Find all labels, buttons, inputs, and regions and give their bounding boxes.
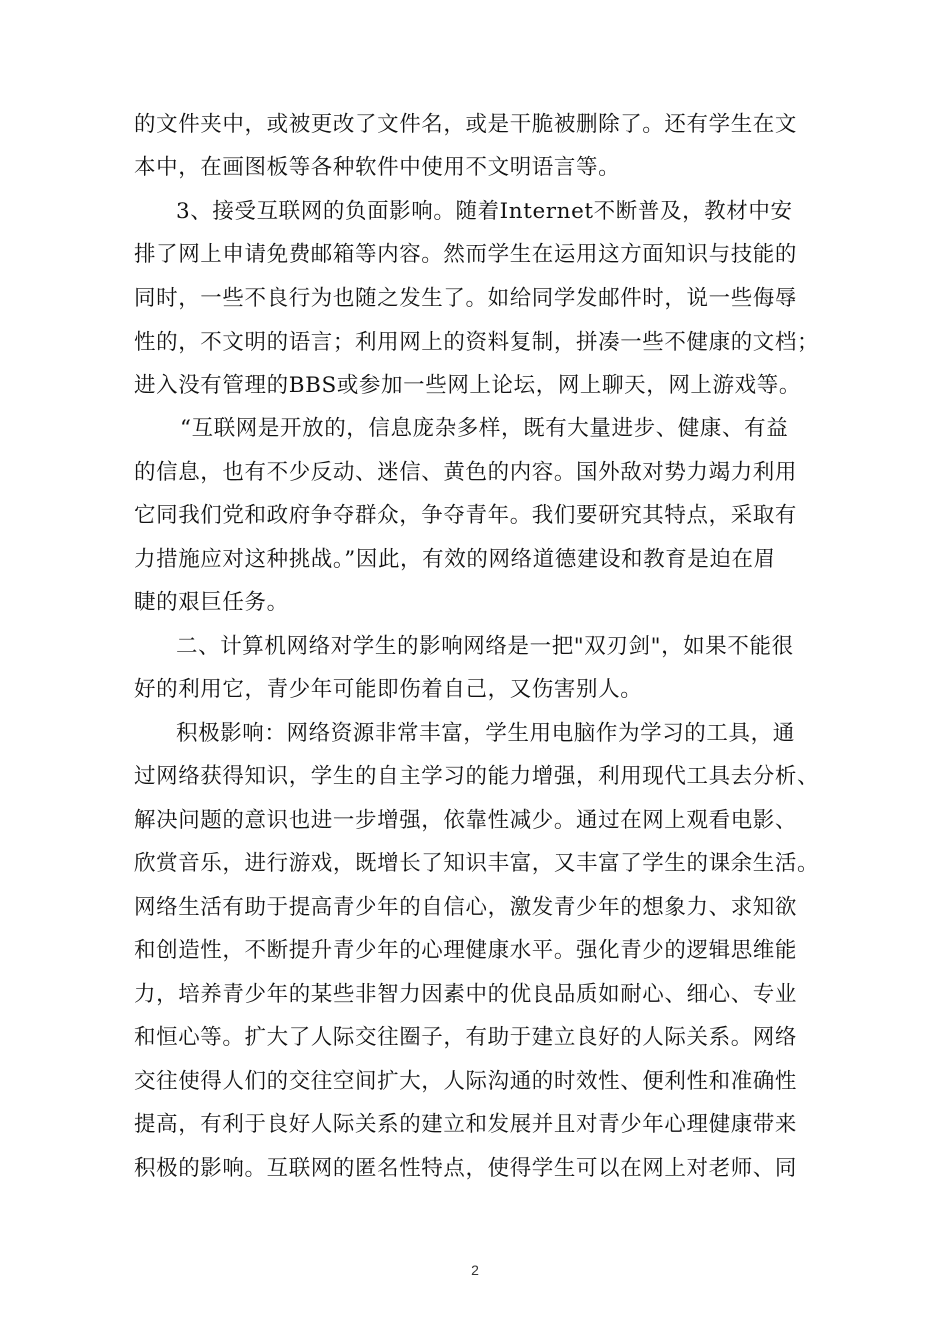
text-line: 力措施应对这种挑战。”因此，有效的网络道德建设和教育是迫在眉 bbox=[134, 547, 776, 572]
text-line: 的信息，也有不少反动、迷信、黄色的内容。国外敌对势力竭力利用 bbox=[134, 460, 798, 485]
text-line: 过网络获得知识，学生的自主学习的能力增强，利用现代工具去分析、 bbox=[134, 764, 820, 789]
text-line: 本中，在画图板等各种软件中使用不文明语言等。 bbox=[134, 155, 621, 180]
text-line: 网络生活有助于提高青少年的自信心，激发青少年的想象力、求知欲 bbox=[134, 895, 798, 920]
text-line: 好的利用它，青少年可能即伤着自己，又伤害别人。 bbox=[134, 677, 643, 702]
text-line: 交往使得人们的交往空间扩大，人际沟通的时效性、便利性和准确性 bbox=[134, 1069, 798, 1094]
text-line: 积极影响：网络资源非常丰富，学生用电脑作为学习的工具，通 bbox=[176, 721, 795, 746]
text-line: 力，培养青少年的某些非智力因素中的优良品质如耐心、细心、专业 bbox=[134, 982, 798, 1007]
text-line: “互联网是开放的，信息庞杂多样，既有大量进步、健康、有益 bbox=[180, 416, 789, 441]
text-line: 的文件夹中，或被更改了文件名，或是干脆被删除了。还有学生在文 bbox=[134, 112, 798, 137]
text-line: 睫的艰巨任务。 bbox=[134, 590, 289, 615]
text-line: 和创造性，不断提升青少年的心理健康水平。强化青少的逻辑思维能 bbox=[134, 938, 798, 963]
text-line: 它同我们党和政府争夺群众，争夺青年。我们要研究其特点，采取有 bbox=[134, 503, 798, 528]
text-line: 欣赏音乐，进行游戏，既增长了知识丰富，又丰富了学生的课余生活。 bbox=[134, 851, 820, 876]
text-line: 和恒心等。扩大了人际交往圈子，有助于建立良好的人际关系。网络 bbox=[134, 1025, 798, 1050]
text-line: 提高，有利于良好人际关系的建立和发展并且对青少年心理健康带来 bbox=[134, 1112, 798, 1137]
text-line: 性的，不文明的语言；利用网上的资料复制，拼凑一些不健康的文档； bbox=[134, 330, 820, 355]
text-line: 3、接受互联网的负面影响。随着Internet不断普及，教材中安 bbox=[176, 199, 793, 224]
text-line: 进入没有管理的BBS或参加一些网上论坛，网上聊天，网上游戏等。 bbox=[134, 373, 801, 398]
text-line: 解决问题的意识也进一步增强，依靠性减少。通过在网上观看电影、 bbox=[134, 808, 798, 833]
page-number: 2 bbox=[471, 1262, 479, 1278]
text-line: 排了网上申请免费邮箱等内容。然而学生在运用这方面知识与技能的 bbox=[134, 242, 798, 267]
text-line: 二、计算机网络对学生的影响网络是一把"双刃剑"，如果不能很 bbox=[176, 634, 794, 659]
text-line: 同时，一些不良行为也随之发生了。如给同学发邮件时，说一些侮辱 bbox=[134, 286, 798, 311]
text-line: 积极的影响。互联网的匿名性特点，使得学生可以在网上对老师、同 bbox=[134, 1156, 798, 1181]
